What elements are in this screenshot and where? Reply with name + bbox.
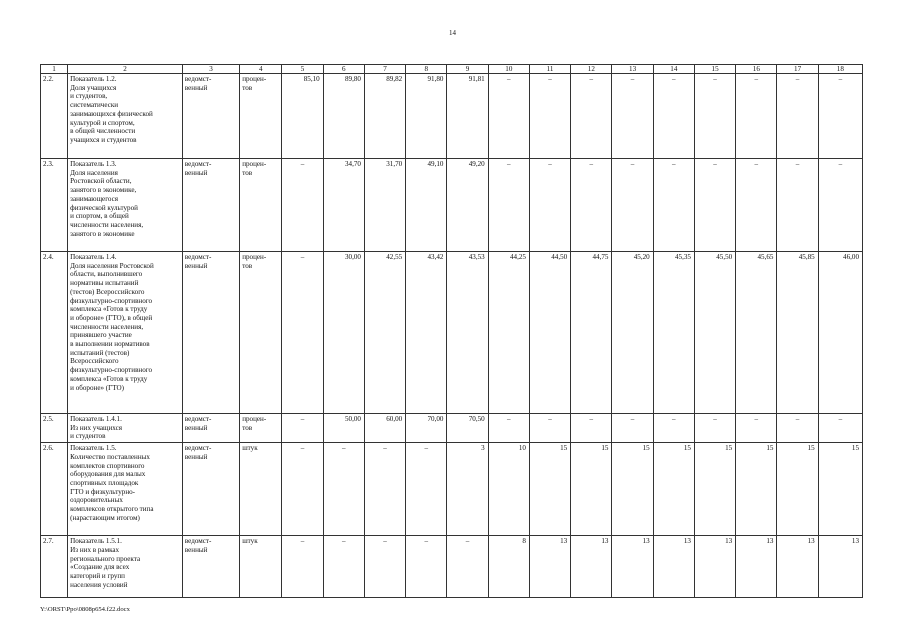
value-cell: 42,55 — [364, 252, 405, 414]
unit-cell — [240, 74, 282, 159]
indicator-name-cell-text: Показатель 1.2. Доля учащихся и студентов, систематически занимающихся физической культурой и спортом, в общей численности учащихся и студентов — [70, 75, 153, 144]
value-cell: 15 — [694, 443, 735, 536]
value-cell: – — [529, 414, 570, 443]
unit-cell-text: процен- тов — [242, 415, 267, 432]
data-source-cell-text: ведомст- венный — [184, 160, 212, 177]
value-cell: – — [282, 443, 323, 536]
column-number-cell: 10 — [488, 65, 529, 74]
unit-cell — [240, 443, 282, 536]
value-cell: 13 — [777, 536, 818, 598]
data-source-cell-text: ведомст- венный — [184, 537, 212, 554]
value-cell: – — [653, 74, 694, 159]
column-number-cell: 15 — [694, 65, 735, 74]
column-number-row — [41, 65, 863, 74]
data-source-cell — [182, 414, 239, 443]
value-cell: 8 — [488, 536, 529, 598]
indicator-name-cell-text: Показатель 1.4. Доля населения Ростовской области, выполнившего нормативы испытаний (тестов) Всероссийского физкультурно-спортивного комплекса «Готов к труду и обороне» (ГТО), в общей численности населения, принявшего участие в выполнении нормативов испытаний (тестов) Всероссийского физкультурно-спортивного комплекса «Готов к труду и обороне» (ГТО) — [70, 253, 154, 392]
column-number-cell: 16 — [736, 65, 777, 74]
value-cell: 15 — [529, 443, 570, 536]
value-cell: – — [571, 159, 612, 252]
data-source-cell — [182, 536, 239, 598]
table-row — [41, 536, 863, 598]
unit-cell-text: процен- тов — [242, 253, 267, 270]
data-source-cell-text: ведомст- венный — [184, 75, 212, 92]
value-cell: – — [612, 159, 653, 252]
value-cell: 13 — [571, 536, 612, 598]
value-cell: 45,50 — [694, 252, 735, 414]
table-row — [41, 252, 863, 414]
value-cell: 43,42 — [406, 252, 447, 414]
data-source-cell-text: ведомст- венный — [184, 444, 212, 461]
value-cell: 70,50 — [447, 414, 488, 443]
data-source-cell — [182, 443, 239, 536]
column-number-cell: 2 — [68, 65, 183, 74]
indicator-name-cell — [68, 414, 183, 443]
file-path-footer: Y:\ORST\Ppo\0808p654.f22.docx — [40, 606, 130, 613]
row-index-cell: 2.4. — [41, 252, 68, 414]
unit-cell — [240, 536, 282, 598]
value-cell: – — [406, 536, 447, 598]
value-cell: 13 — [653, 536, 694, 598]
value-cell: 46,00 — [818, 252, 862, 414]
value-cell: 10 — [488, 443, 529, 536]
value-cell: 49,20 — [447, 159, 488, 252]
value-cell: – — [571, 74, 612, 159]
row-index-cell: 2.3. — [41, 159, 68, 252]
value-cell: – — [818, 74, 862, 159]
column-number-cell: 18 — [818, 65, 862, 74]
value-cell: 15 — [818, 443, 862, 536]
unit-cell — [240, 159, 282, 252]
indicator-name-cell — [68, 74, 183, 159]
value-cell: 15 — [736, 443, 777, 536]
indicator-name-cell — [68, 252, 183, 414]
value-cell: – — [694, 74, 735, 159]
value-cell: – — [612, 74, 653, 159]
value-cell: – — [529, 159, 570, 252]
value-cell: 43,53 — [447, 252, 488, 414]
data-source-cell — [182, 252, 239, 414]
value-cell: 50,00 — [323, 414, 364, 443]
unit-cell — [240, 252, 282, 414]
value-cell: – — [653, 414, 694, 443]
value-cell: 3 — [447, 443, 488, 536]
unit-cell-text: штук — [242, 537, 258, 546]
value-cell: 45,85 — [777, 252, 818, 414]
value-cell: – — [736, 159, 777, 252]
value-cell: – — [818, 159, 862, 252]
column-number-cell: 1 — [41, 65, 68, 74]
value-cell: 45,65 — [736, 252, 777, 414]
indicator-name-cell-text: Показатель 1.3. Доля населения Ростовской области, занятого в экономике, занимающегося физической культурой и спортом, в общей численности населения, занятого в экономике — [70, 160, 144, 238]
column-number-cell: 4 — [240, 65, 282, 74]
column-number-cell: 3 — [182, 65, 239, 74]
unit-cell — [240, 414, 282, 443]
value-cell: 30,00 — [323, 252, 364, 414]
value-cell: 15 — [777, 443, 818, 536]
value-cell: 34,70 — [323, 159, 364, 252]
value-cell: – — [323, 443, 364, 536]
column-number-cell: 11 — [529, 65, 570, 74]
column-number-cell: 17 — [777, 65, 818, 74]
data-source-cell-text: ведомст- венный — [184, 253, 212, 270]
value-cell: – — [612, 414, 653, 443]
column-number-cell: 12 — [571, 65, 612, 74]
column-number-cell: 8 — [406, 65, 447, 74]
indicator-name-cell — [68, 536, 183, 598]
indicators-table — [40, 64, 863, 598]
column-number-cell: 9 — [447, 65, 488, 74]
value-cell: 13 — [529, 536, 570, 598]
value-cell: 45,35 — [653, 252, 694, 414]
row-index-cell: 2.2. — [41, 74, 68, 159]
value-cell: 89,80 — [323, 74, 364, 159]
value-cell: 15 — [653, 443, 694, 536]
value-cell: 15 — [612, 443, 653, 536]
column-number-cell: 13 — [612, 65, 653, 74]
table-row — [41, 159, 863, 252]
value-cell: 49,10 — [406, 159, 447, 252]
value-cell: – — [777, 414, 818, 443]
unit-cell-text: штук — [242, 444, 258, 453]
value-cell: 15 — [571, 443, 612, 536]
value-cell: – — [282, 159, 323, 252]
row-index-cell: 2.7. — [41, 536, 68, 598]
page-number: 14 — [449, 29, 456, 37]
value-cell: 44,25 — [488, 252, 529, 414]
value-cell: – — [777, 159, 818, 252]
data-source-cell — [182, 159, 239, 252]
table-row — [41, 74, 863, 159]
column-number-cell: 5 — [282, 65, 323, 74]
unit-cell-text: процен- тов — [242, 160, 267, 177]
value-cell: 44,75 — [571, 252, 612, 414]
value-cell: – — [447, 536, 488, 598]
value-cell: 85,10 — [282, 74, 323, 159]
value-cell: – — [488, 159, 529, 252]
value-cell: – — [694, 414, 735, 443]
value-cell: – — [571, 414, 612, 443]
value-cell: 13 — [818, 536, 862, 598]
table-row — [41, 414, 863, 443]
value-cell: – — [736, 74, 777, 159]
data-source-cell-text: ведомст- венный — [184, 415, 212, 432]
value-cell: – — [529, 74, 570, 159]
indicator-name-cell — [68, 443, 183, 536]
indicator-name-cell-text: Показатель 1.5. Количество поставленных комплектов спортивного оборудования для малых спортивных площадок ГТО и физкультурно- оздоровительных комплексов открытого типа (нарастающим итогом) — [70, 444, 154, 522]
value-cell: – — [488, 414, 529, 443]
value-cell: – — [736, 414, 777, 443]
value-cell: 89,82 — [364, 74, 405, 159]
value-cell: 13 — [612, 536, 653, 598]
indicator-name-cell-text: Показатель 1.5.1. Из них в рамках регионального проекта «Создание для всех категорий и групп населения условий — [70, 537, 141, 589]
table-row — [41, 443, 863, 536]
value-cell: – — [282, 536, 323, 598]
value-cell: – — [364, 443, 405, 536]
column-number-cell: 7 — [364, 65, 405, 74]
value-cell: 60,00 — [364, 414, 405, 443]
value-cell: 13 — [694, 536, 735, 598]
value-cell: – — [694, 159, 735, 252]
row-index-cell: 2.5. — [41, 414, 68, 443]
value-cell: – — [282, 252, 323, 414]
value-cell: – — [818, 414, 862, 443]
indicator-name-cell — [68, 159, 183, 252]
value-cell: – — [282, 414, 323, 443]
value-cell: 91,80 — [406, 74, 447, 159]
indicator-name-cell-text: Показатель 1.4.1. Из них учащихся и студентов — [70, 415, 123, 441]
value-cell: – — [777, 74, 818, 159]
row-index-cell: 2.6. — [41, 443, 68, 536]
value-cell: 45,20 — [612, 252, 653, 414]
value-cell: – — [406, 443, 447, 536]
value-cell: 91,81 — [447, 74, 488, 159]
column-number-cell: 14 — [653, 65, 694, 74]
unit-cell-text: процен- тов — [242, 75, 267, 92]
column-number-cell: 6 — [323, 65, 364, 74]
value-cell: 31,70 — [364, 159, 405, 252]
value-cell: – — [364, 536, 405, 598]
value-cell: – — [653, 159, 694, 252]
value-cell: 44,50 — [529, 252, 570, 414]
value-cell: – — [488, 74, 529, 159]
value-cell: 13 — [736, 536, 777, 598]
value-cell: – — [323, 536, 364, 598]
value-cell: 70,00 — [406, 414, 447, 443]
data-source-cell — [182, 74, 239, 159]
